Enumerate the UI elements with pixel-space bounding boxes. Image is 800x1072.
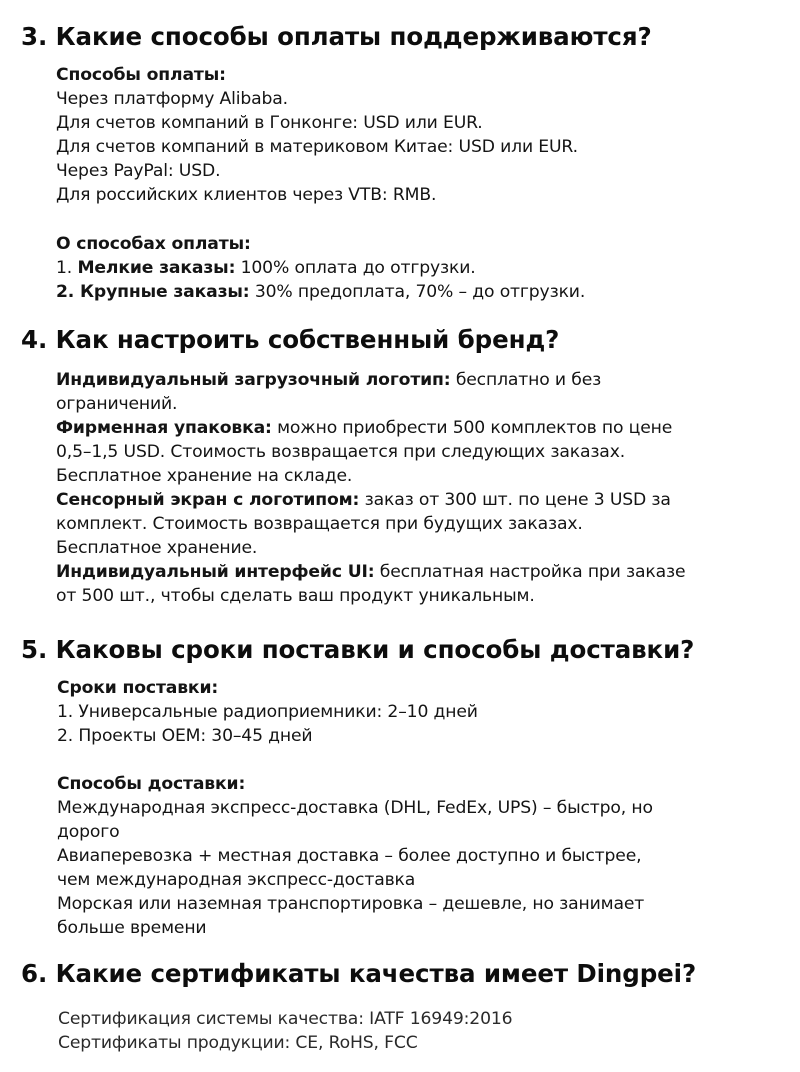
payment-term-item xyxy=(56,256,476,280)
subheading-shipping: Способы доставки: xyxy=(57,774,246,794)
term-text: 100% оплата до отгрузки. xyxy=(235,258,476,278)
payment-method-item: Для счетов компаний в Гонконге: USD или EUR. xyxy=(56,113,483,133)
section-heading: 5. Каковы сроки поставки и способы доставки? xyxy=(21,635,695,664)
item-text: Бесплатное хранение. xyxy=(56,538,258,558)
term-number: 1. xyxy=(56,258,73,278)
item-text: 0,5–1,5 USD. Стоимость возвращается при следующих заказах. xyxy=(56,442,626,462)
item-label: Индивидуальный загрузочный логотип: xyxy=(56,370,451,390)
payment-method-item: Через PayPal: USD. xyxy=(56,161,221,181)
term-number: 2. xyxy=(56,282,75,302)
payment-term-item xyxy=(56,280,585,304)
shipping-line: больше времени xyxy=(57,918,207,938)
item-text: комплект. Стоимость возвращается при будущих заказах. xyxy=(56,514,583,534)
item-text: ограничений. xyxy=(56,394,178,414)
payment-method-item: Через платформу Alibaba. xyxy=(56,89,288,109)
term-text: 30% предоплата, 70% – до отгрузки. xyxy=(249,282,586,302)
shipping-line: Морская или наземная транспортировка – дешевле, но занимает xyxy=(57,894,645,914)
subheading-payment-terms: О способах оплаты: xyxy=(56,234,251,254)
certificate-line: Сертификаты продукции: CE, RoHS, FCC xyxy=(58,1033,418,1053)
certificate-line: Сертификация системы качества: IATF 16949:2016 xyxy=(58,1009,513,1029)
subheading-lead-times: Сроки поставки: xyxy=(57,678,219,698)
shipping-line: дорого xyxy=(57,822,120,842)
lead-time-item: 1. Универсальные радиоприемники: 2–10 дней xyxy=(57,702,478,722)
item-text: от 500 шт., чтобы сделать ваш продукт уникальным. xyxy=(56,586,535,606)
term-label: Крупные заказы: xyxy=(74,282,250,302)
item-text: Бесплатное хранение на складе. xyxy=(56,466,353,486)
section-heading: 3. Какие способы оплаты поддерживаются? xyxy=(21,22,652,51)
section-heading: 4. Как настроить собственный бренд? xyxy=(21,325,560,354)
item-label: Индивидуальный интерфейс UI: xyxy=(56,562,375,582)
payment-method-item: Для российских клиентов через VTB: RMB. xyxy=(56,185,437,205)
shipping-line: чем международная экспресс-доставка xyxy=(57,870,416,890)
payment-method-item: Для счетов компаний в материковом Китае: USD или EUR. xyxy=(56,137,578,157)
shipping-line: Авиаперевозка + местная доставка – более доступно и быстрее, xyxy=(57,846,642,866)
branding-item xyxy=(56,368,601,392)
subheading-payment-methods: Способы оплаты: xyxy=(56,65,226,85)
item-text: можно приобрести 500 комплектов по цене xyxy=(271,418,673,438)
item-text: бесплатно и без xyxy=(450,370,602,390)
branding-item xyxy=(56,560,685,584)
lead-time-item: 2. Проекты OEM: 30–45 дней xyxy=(57,726,313,746)
item-text: заказ от 300 шт. по цене 3 USD за xyxy=(359,490,671,510)
item-label: Фирменная упаковка: xyxy=(56,418,272,438)
item-text: бесплатная настройка при заказе xyxy=(374,562,686,582)
branding-item xyxy=(56,416,672,440)
branding-item xyxy=(56,488,671,512)
section-heading: 6. Какие сертификаты качества имеет Dingpei? xyxy=(21,959,697,988)
term-label: Мелкие заказы: xyxy=(77,258,236,278)
shipping-line: Международная экспресс-доставка (DHL, FedEx, UPS) – быстро, но xyxy=(57,798,653,818)
item-label: Сенсорный экран с логотипом: xyxy=(56,490,360,510)
